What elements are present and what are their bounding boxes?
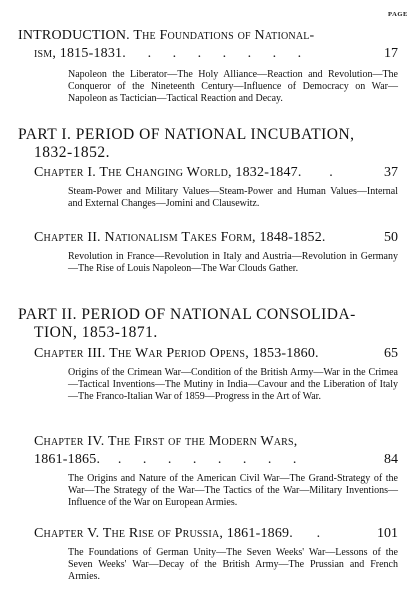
part-heading: PART I. PERIOD OF NATIONAL INCUBATION, (18, 126, 355, 143)
toc-entry-chapter-3 (0, 345, 420, 402)
part-heading-years: 1832-1852. (34, 144, 111, 161)
entry-title-text: ism, 1815-1831. (34, 46, 126, 61)
toc-entry-chapter-2 (0, 229, 420, 275)
chapter-title: Chapter I. The Changing World, 1832-1847. (34, 165, 302, 180)
chapter-summary: The Foundations of German Unity—The Seven Weeks' War—Lessons of the Seven Weeks' War—Decay of the British Army—The Prussian and French Armies. (68, 547, 398, 582)
toc-entry-introduction (0, 27, 420, 104)
chapter-title-line (0, 164, 420, 182)
chapter-summary: Origins of the Crimean War—Condition of the British Army—War in the Crimea—Tactical Inventions—The Mutiny in India—Cavour and the Liberation of Italy—The Franco-Italian War of 1859—Progress in the Art of War. (68, 367, 398, 402)
toc-entry-chapter-4 (0, 433, 420, 508)
page-number: 17 (384, 46, 398, 61)
page-column-label: PAGE (388, 11, 408, 18)
page-number: 101 (377, 526, 398, 541)
chapter-title-line-2 (0, 451, 420, 469)
chapter-title-line (0, 525, 420, 543)
chapter-title: Chapter V. The Rise of Prussia, 1861-1869. (34, 526, 293, 541)
chapter-summary: Revolution in France—Revolution in Italy and Austria—Revolution in Germany—The Rise of Louis Napoleon—The War Clouds Gather. (68, 251, 398, 274)
chapter-summary: The Origins and Nature of the American Civil War—The Grand-Strategy of the War—The Strategy of the War—The Tactics of the War—Military Inventions—Influence of the War on European Armies. (68, 473, 398, 508)
page-number: 84 (384, 452, 398, 467)
page-number: 37 (384, 165, 398, 180)
part-heading: PART II. PERIOD OF NATIONAL CONSOLIDA- (18, 306, 356, 323)
leader-dots: . . . . . . . . (117, 452, 306, 467)
entry-title-line-2 (0, 45, 420, 63)
toc-entry-chapter-1 (0, 164, 420, 210)
chapter-title-line-1: Chapter IV. The First of the Modern Wars, (34, 434, 298, 449)
leader-dots: . . . . . . . (147, 46, 311, 61)
chapter-summary: Steam-Power and Military Values—Steam-Power and Human Values—Internal and External Changes—Jomini and Clausewitz. (68, 186, 398, 209)
page-number: 50 (384, 230, 398, 245)
part-heading-years: TION, 1853-1871. (34, 324, 158, 341)
chapter-title-line: Chapter III. The War Period Opens, 1853-1860. (34, 346, 319, 361)
leader-dots: . (329, 165, 333, 180)
chapter-title-years: 1861-1865. (34, 452, 101, 467)
entry-summary: Napoleon the Liberator—The Holy Alliance—Reaction and Revolution—The Conqueror of the Nineteenth Century—Influence of Democracy on War—Napoleon as Tactician—Tactical Reaction and Decay. (68, 69, 398, 104)
entry-title-line-1: INTRODUCTION. The Foundations of National- (18, 28, 315, 43)
toc-entry-chapter-5 (0, 525, 420, 582)
chapter-title-line: Chapter II. Nationalism Takes Form, 1848-1852. (34, 230, 326, 245)
leader-dots: . (316, 526, 321, 541)
page-number: 65 (384, 346, 398, 361)
